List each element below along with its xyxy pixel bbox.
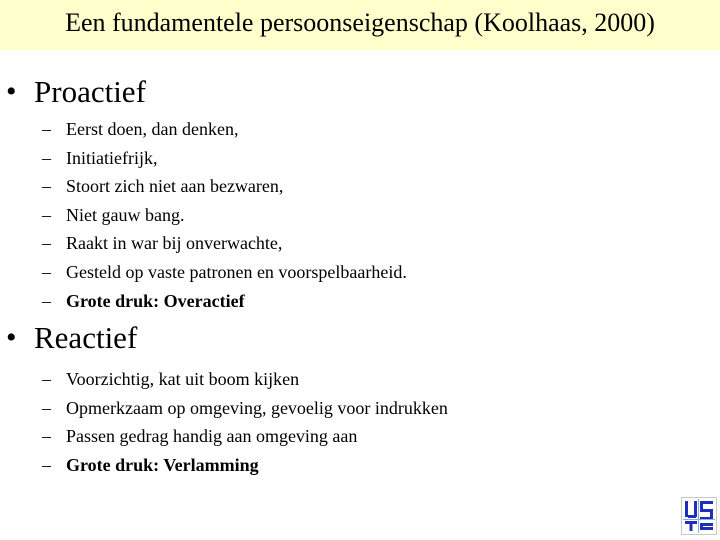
list-item-text: Passen gedrag handig aan omgeving aan	[66, 426, 358, 447]
list-item	[0, 115, 720, 144]
dash-icon: –	[42, 233, 51, 254]
section-proactief	[0, 72, 720, 315]
dash-icon: –	[42, 369, 51, 389]
list-item	[0, 201, 720, 230]
section-reactief	[0, 318, 720, 479]
section-heading: Reactief	[34, 320, 138, 355]
list-item	[0, 451, 720, 480]
dash-icon: –	[42, 119, 51, 139]
list-item	[0, 287, 720, 316]
list-item	[0, 394, 720, 423]
sub-list	[0, 358, 720, 479]
list-item-text: Grote druk: Overactief	[66, 290, 245, 311]
bullet-icon: •	[6, 321, 17, 354]
list-item-text: Initiatiefrijk,	[66, 147, 158, 168]
dash-icon: –	[42, 426, 51, 447]
list-item-text: Voorzichtig, kat uit boom kijken	[66, 369, 300, 389]
list-item	[0, 365, 720, 394]
dash-icon: –	[42, 397, 51, 418]
list-item	[0, 229, 720, 258]
list-item-text: Grote druk: Verlamming	[66, 454, 259, 475]
bullet-row	[0, 318, 720, 358]
dash-icon: –	[42, 454, 51, 475]
slide-title: Een fundamentele persoonseigenschap (Koolhaas, 2000)	[65, 8, 655, 37]
list-item-text: Gesteld op vaste patronen en voorspelbaarheid.	[66, 261, 407, 282]
bullet-icon: •	[6, 75, 17, 108]
dash-icon: –	[42, 176, 51, 197]
list-item	[0, 258, 720, 287]
section-heading: Proactief	[34, 74, 146, 109]
university-logo-icon	[681, 497, 717, 535]
list-item-text: Niet gauw bang.	[66, 204, 185, 225]
list-item-text: Opmerkzaam op omgeving, gevoelig voor indrukken	[66, 397, 448, 418]
sub-list	[0, 112, 720, 315]
dash-icon: –	[42, 204, 51, 225]
list-item-text: Raakt in war bij onverwachte,	[66, 233, 283, 254]
bullet-row	[0, 72, 720, 112]
list-item	[0, 144, 720, 173]
list-item-text: Eerst doen, dan denken,	[66, 119, 239, 139]
list-item	[0, 172, 720, 201]
list-item-text: Stoort zich niet aan bezwaren,	[66, 176, 284, 197]
dash-icon: –	[42, 147, 51, 168]
dash-icon: –	[42, 290, 51, 311]
dash-icon: –	[42, 261, 51, 282]
list-item	[0, 422, 720, 451]
